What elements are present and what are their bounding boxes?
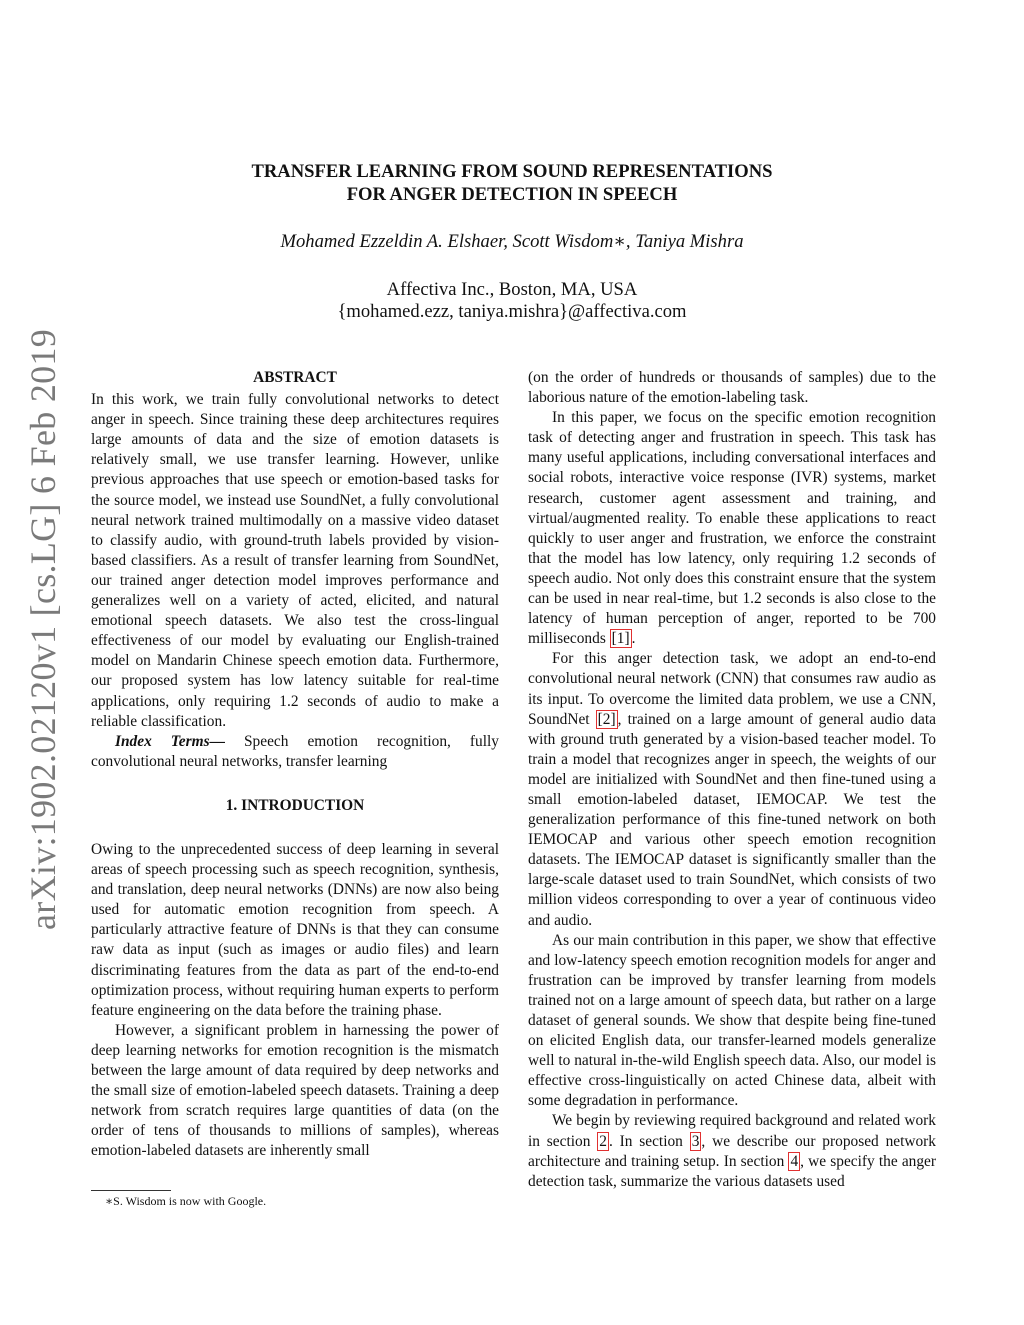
- title-line-2: FOR ANGER DETECTION IN SPEECH: [346, 184, 678, 205]
- introduction-heading: 1. INTRODUCTION: [225, 796, 365, 814]
- right-paragraph-2-end: .: [631, 630, 636, 648]
- right-paragraph-5-text-c: , we describe our proposed network architecture and training setup. In section: [528, 1132, 936, 1170]
- section-link-3[interactable]: 3: [691, 1132, 700, 1150]
- affiliation-block: [0, 279, 1024, 323]
- footnote-rule: [91, 1190, 171, 1191]
- right-paragraph-3-text-b: , trained on a large amount of general audio data with ground truth generated by a vision-based teacher model. To train a model that recognizes anger in speech, the weights of our model are initialized with SoundNet and then fine-tuned using a small emotion-labeled dataset, IEMOCAP. We test the generalization performance of this fine-tuned network on both IEMOCAP and various other speech emotion recognition datasets. The IEMOCAP dataset is significantly smaller than the large-scale dataset used to train SoundNet, which consists of two million videos corresponding to over a year of continuous video and audio.: [528, 710, 936, 929]
- right-paragraph-4: As our main contribution in this paper, we show that effective and low-latency speech emotion recognition models for anger and frustration can be improved by transfer learning from models trained not on a large amount of speech data, but rather on a large dataset of general sounds. We show that despite being fine-tuned on elicited English data, our transfer-learned models generalize well to natural in-the-wild English speech data. Also, our model is effective cross-linguistically on acted Chinese data, albeit with some degradation in performance.: [528, 931, 936, 1110]
- section-link-2[interactable]: 2: [599, 1132, 607, 1150]
- author-emails: {mohamed.ezz, taniya.mishra}@affectiva.com: [337, 301, 687, 322]
- right-paragraph-5-text-a: We begin by reviewing required background and related work in section: [528, 1112, 936, 1150]
- right-column: [528, 368, 936, 1192]
- footnote: ∗S. Wisdom is now with Google.: [105, 1194, 267, 1208]
- right-paragraph-5: [528, 1111, 936, 1191]
- abstract-heading: ABSTRACT: [253, 369, 337, 386]
- index-terms-label: Index Terms—: [115, 732, 225, 750]
- left-column: [91, 368, 499, 1161]
- arxiv-stamp: arXiv:1902.02120v1 [cs.LG] 6 Feb 2019: [23, 328, 63, 930]
- author-list: Mohamed Ezzeldin A. Elshaer, Scott Wisdom∗, Taniya Mishra: [280, 231, 744, 252]
- citation-link-2[interactable]: [2]: [597, 710, 616, 728]
- index-terms-text: Speech emotion recognition, fully convolutional neural networks, transfer learning: [91, 732, 499, 770]
- abstract-text: In this work, we train fully convolutional networks to detect anger in speech. Since training these deep architectures requires large amounts of data and the size of emotion datasets is relatively small, we use transfer learning. However, unlike previous approaches that use speech or emotion-based tasks for the source model, we instead use SoundNet, a fully convolutional neural network trained multimodally on a massive video dataset to classify audio, with ground-truth labels provided by vision-based classifiers. As a result of transfer learning from SoundNet, our trained anger detection model improves performance and generalizes well on a variety of acted, elicited, and natural emotional speech datasets. We also test the cross-lingual effectiveness of our model by evaluating our English-trained model on Mandarin Chinese speech emotion data. Furthermore, our proposed system has low latency suitable for real-time applications, only requiring 1.2 seconds of audio to make a reliable classification.: [91, 391, 499, 730]
- right-paragraph-1: (on the order of hundreds or thousands of samples) due to the laborious nature of the emotion-labeling task.: [528, 369, 936, 407]
- right-paragraph-3-text-a: For this anger detection task, we adopt an end-to-end convolutional neural network (CNN) that consumes raw audio as its input. To overcome the limited data problem, we use a CNN, SoundNet: [528, 650, 936, 728]
- right-paragraph-2-text: In this paper, we focus on the specific emotion recognition task of detecting anger and frustration in speech. This task has many useful applications, including conversational interfaces and social robots, interactive voice response (IVR) systems, market research, customer agent assessment and training, and virtual/augmented reality. To enable these applications to react quickly to user anger and frustration, we enforce the constraint that the model has low latency, only requiring 1.2 seconds of speech audio. Not only does this constraint ensure that the system can be used in near real-time, but 1.2 seconds is also close to the latency of human perception of anger, reported to be 700 milliseconds: [528, 409, 936, 648]
- intro-paragraph-1: Owing to the unprecedented success of deep learning in several areas of speech processing such as speech recognition, synthesis, and translation, deep neural networks (DNNs) are now also being used for automatic emotion recognition from speech. A particularly attractive feature of DNNs is that they can consume raw data as input (such as images or audio files) and learn discriminating features from the data as part of the end-to-end optimization process, without requiring human experts to perform feature engineering on the data before the training phase.: [91, 840, 499, 1019]
- paper-title: [0, 160, 1024, 206]
- affiliation: Affectiva Inc., Boston, MA, USA: [386, 279, 638, 300]
- section-link-4[interactable]: 4: [790, 1152, 799, 1170]
- citation-link-1[interactable]: [1]: [611, 630, 630, 648]
- right-paragraph-5-text-d: , we specify the anger detection task, summarize the various datasets used: [528, 1152, 936, 1190]
- intro-paragraph-2: However, a significant problem in harnessing the power of deep learning networks for emotion recognition is the mismatch between the large amount of data required by deep networks and the small size of emotion-labeled speech datasets. Training a deep network from scratch requires large quantities of data (on the order of tens of thousands to millions of samples), whereas emotion-labeled datasets are inherently small: [91, 1021, 499, 1160]
- right-paragraph-3: [528, 649, 936, 930]
- index-terms: [91, 732, 499, 772]
- title-line-1: TRANSFER LEARNING FROM SOUND REPRESENTATIONS: [251, 161, 773, 182]
- right-paragraph-5-text-b: . In section: [608, 1132, 690, 1150]
- right-paragraph-2: [528, 408, 936, 649]
